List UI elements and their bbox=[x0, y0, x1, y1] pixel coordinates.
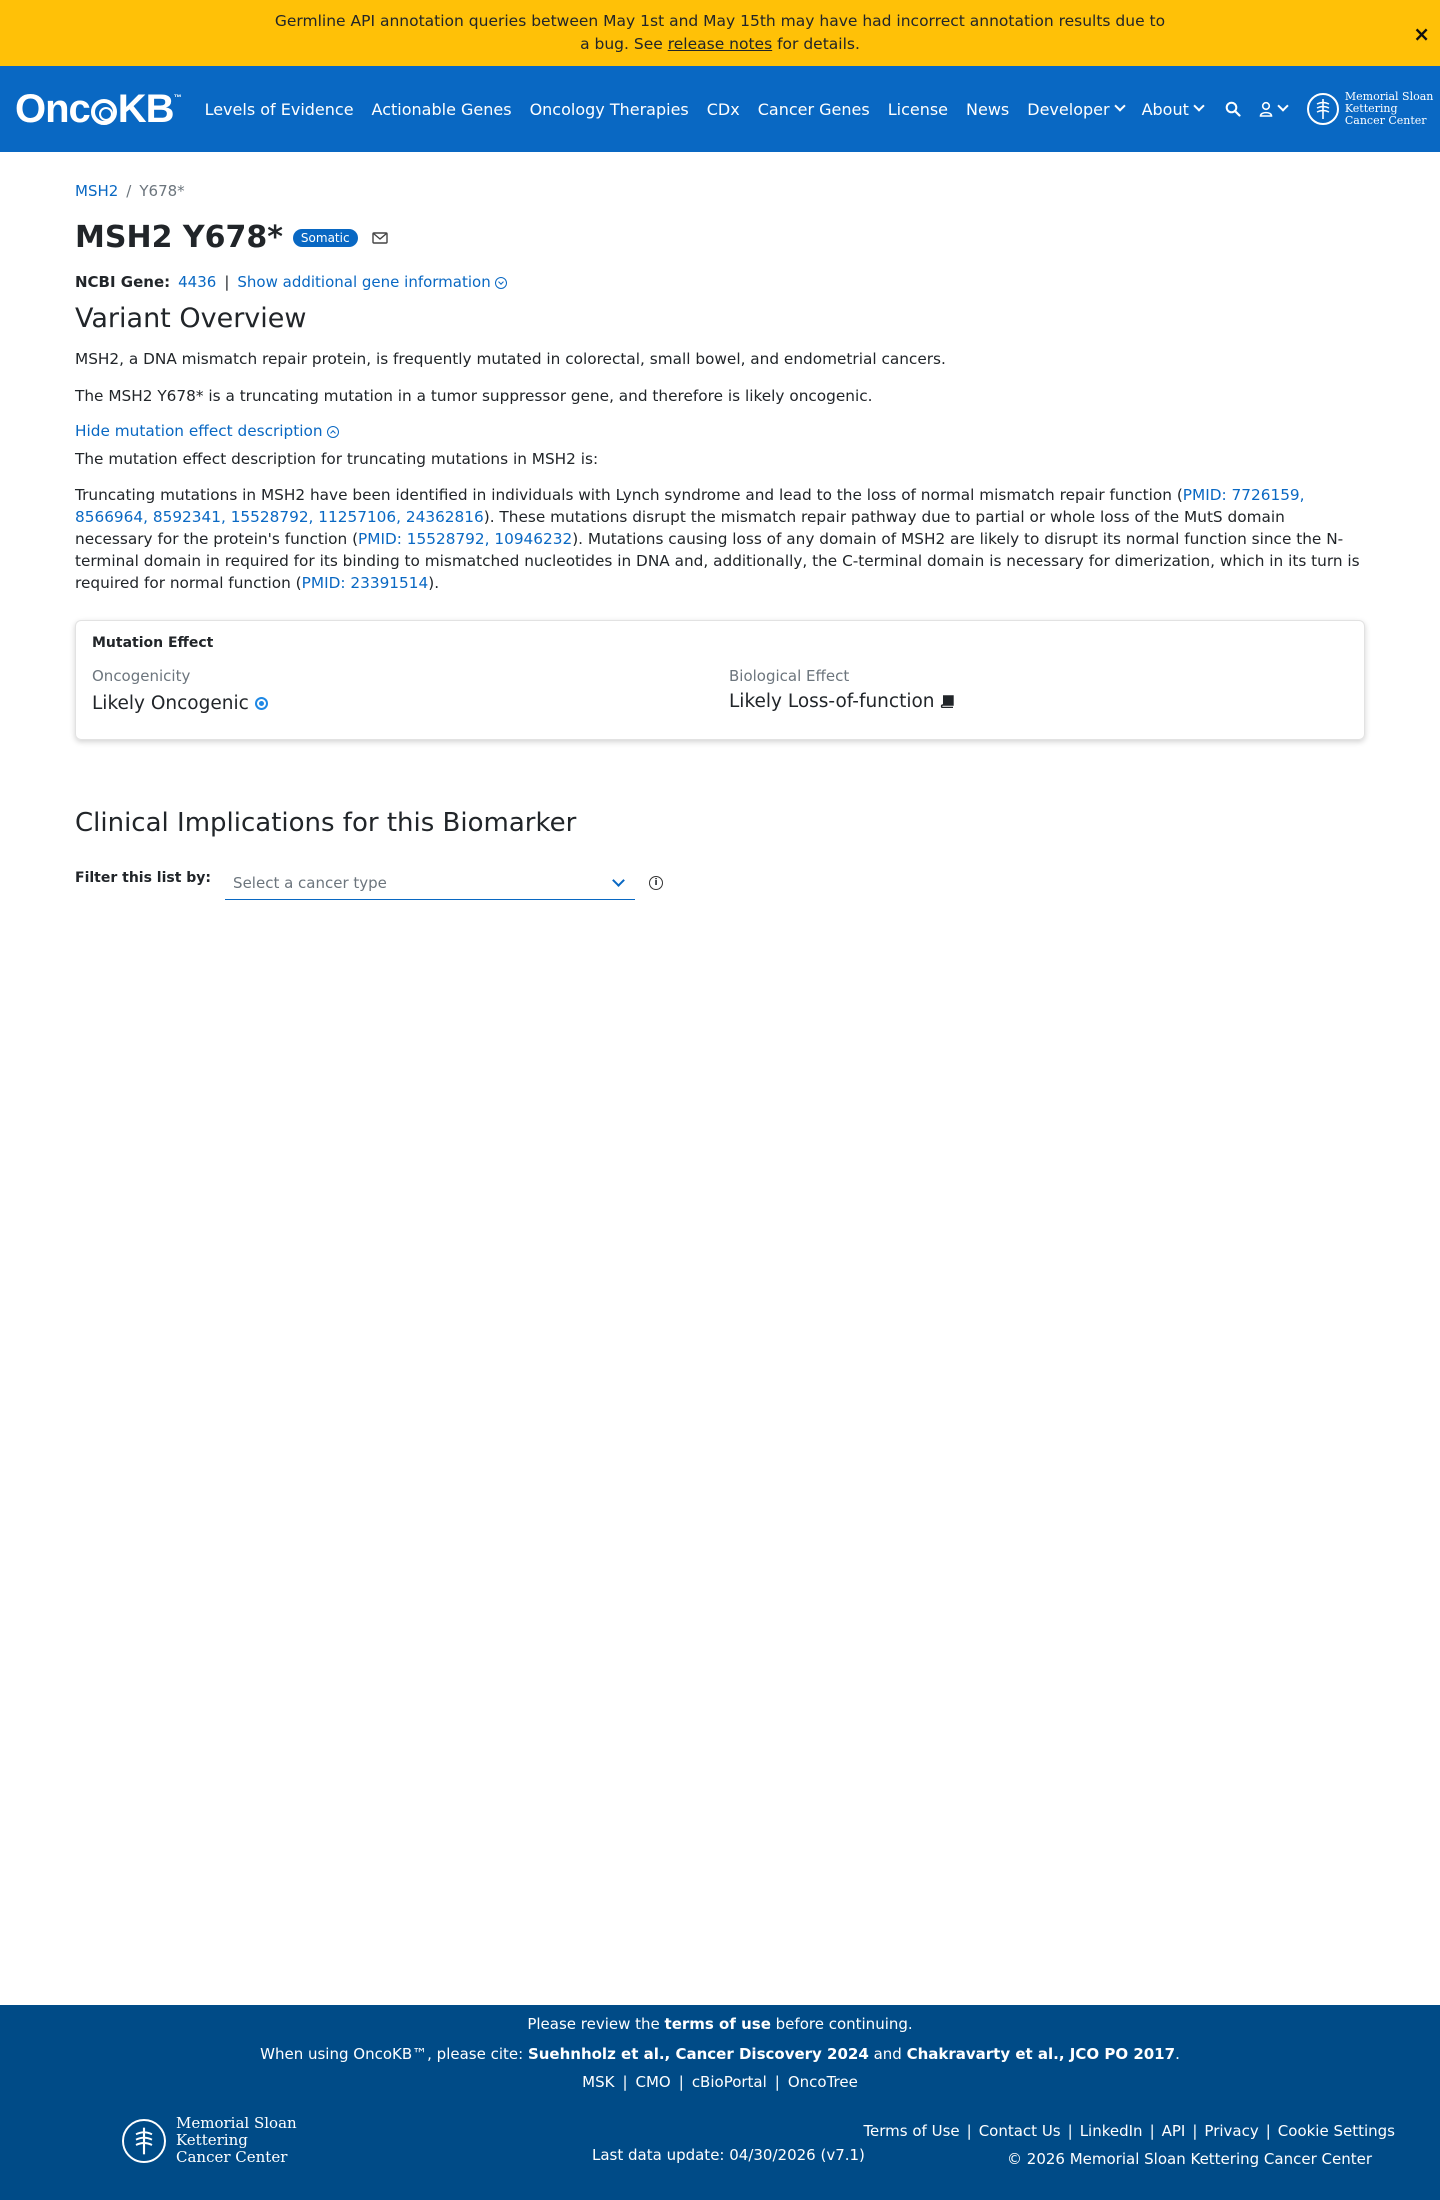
somatic-badge: Somatic bbox=[293, 229, 358, 247]
msk-name: Memorial Sloan Kettering Cancer Center bbox=[176, 2114, 297, 2166]
breadcrumb-current: Y678* bbox=[139, 182, 185, 200]
nav-cdx[interactable]: CDx bbox=[706, 99, 740, 119]
msk-emblem-icon bbox=[1307, 93, 1339, 125]
mutation-effect-card bbox=[75, 620, 1365, 740]
nav-cancer-genes[interactable]: Cancer Genes bbox=[757, 99, 870, 119]
terms-of-use-link[interactable]: terms of use bbox=[664, 2015, 771, 2033]
mail-icon[interactable] bbox=[372, 232, 388, 244]
logo-target-icon bbox=[91, 99, 117, 125]
msk-logo[interactable] bbox=[1307, 91, 1440, 127]
last-data-update: Last data update: 04/30/2026 (v7.1) bbox=[592, 2146, 865, 2164]
chevron-down-icon bbox=[1114, 100, 1125, 111]
footer-msk-logo[interactable] bbox=[122, 2115, 366, 2166]
circle-chevron-down-icon bbox=[495, 277, 507, 289]
biological-effect-value: Likely Loss-of-function bbox=[729, 691, 935, 712]
footer-link-oncotree[interactable]: OncoTree bbox=[787, 2073, 858, 2091]
footer-link-msk[interactable]: MSK bbox=[582, 2073, 615, 2091]
nav-actionable-genes[interactable]: Actionable Genes bbox=[371, 99, 512, 119]
cancer-type-select[interactable]: Select a cancer type bbox=[225, 866, 635, 900]
release-notes-link[interactable]: release notes bbox=[667, 35, 773, 53]
info-icon[interactable]: i bbox=[649, 876, 663, 890]
footer-partner-links: MSK | CMO | cBioPortal | OncoTree bbox=[0, 2073, 1440, 2091]
footer-link-contact[interactable]: Contact Us bbox=[978, 2122, 1061, 2140]
msk-name: Memorial Sloan Kettering Cancer Center bbox=[1344, 90, 1434, 127]
filter-label: Filter this list by: bbox=[75, 870, 212, 886]
footer-link-api[interactable]: API bbox=[1161, 2122, 1186, 2140]
ncbi-gene-link[interactable]: 4436 bbox=[178, 273, 217, 291]
oncokb-logo[interactable]: Onc KB ™ bbox=[15, 86, 181, 131]
breadcrumb-gene-link[interactable]: MSH2 bbox=[75, 182, 119, 200]
nav-license[interactable]: License bbox=[887, 99, 949, 119]
page-title: MSH2 Y678* bbox=[75, 220, 283, 255]
pmid-link[interactable]: PMID: 15528792, 10946232 bbox=[358, 530, 573, 548]
likely-oncogenic-icon[interactable] bbox=[255, 697, 268, 710]
chevron-down-icon bbox=[1277, 100, 1288, 111]
pmid-link[interactable]: PMID: 7726159, 8566964, 8592341, 15528792, 11257106, 24362816 bbox=[75, 486, 1305, 526]
terms-notice: Please review the terms of use before continuing. bbox=[527, 2015, 913, 2033]
top-navbar bbox=[0, 66, 1440, 152]
gene-summary: MSH2, a DNA mismatch repair protein, is frequently mutated in colorectal, small bowel, and endometrial cancers. bbox=[75, 350, 946, 368]
oncogenicity-label: Oncogenicity bbox=[92, 667, 191, 685]
nav-news[interactable]: News bbox=[966, 99, 1010, 119]
copyright: © 2026 Memorial Sloan Kettering Cancer Center bbox=[1007, 2150, 1372, 2168]
variant-overview-heading: Variant Overview bbox=[75, 303, 307, 334]
footer-legal-links: Terms of Use | Contact Us | LinkedIn | API | Privacy | Cookie Settings bbox=[856, 2122, 1402, 2140]
footer-link-linkedin[interactable]: LinkedIn bbox=[1079, 2122, 1143, 2140]
book-icon[interactable] bbox=[940, 695, 954, 708]
clinical-implications-heading: Clinical Implications for this Biomarker bbox=[75, 808, 577, 838]
nav-levels-of-evidence[interactable]: Levels of Evidence bbox=[204, 99, 354, 119]
footer-link-cmo[interactable]: CMO bbox=[635, 2073, 671, 2091]
banner-message: Germline API annotation queries between May 1st and May 15th may have had incorrect annotation results due to a bug. See release notes for details. bbox=[274, 12, 1166, 53]
biological-effect-label: Biological Effect bbox=[729, 667, 850, 685]
mutation-effect-title: Mutation Effect bbox=[92, 635, 214, 651]
hide-mutation-effect-link[interactable]: Hide mutation effect description bbox=[75, 422, 1365, 440]
mutation-effect-intro: The mutation effect description for truncating mutations in MSH2 is: bbox=[75, 450, 599, 468]
nav-about-dropdown[interactable]: About bbox=[1142, 100, 1203, 119]
filter-row bbox=[75, 866, 1365, 900]
user-account-dropdown[interactable] bbox=[1259, 101, 1287, 117]
msk-emblem-icon bbox=[122, 2119, 166, 2163]
nav-developer-dropdown[interactable]: Developer bbox=[1027, 100, 1123, 119]
show-gene-info-link[interactable]: Show additional gene information bbox=[237, 273, 506, 291]
citation-notice: When using OncoKB™, please cite: Suehnholz et al., Cancer Discovery 2024 and Chakravarty et al., JCO PO 2017. bbox=[260, 2045, 1180, 2063]
footer-link-cookie-settings[interactable]: Cookie Settings bbox=[1277, 2122, 1395, 2140]
variant-summary: The MSH2 Y678* is a truncating mutation in a tumor suppressor gene, and therefore is likely oncogenic. bbox=[75, 387, 873, 405]
breadcrumb: MSH2 / Y678* bbox=[75, 182, 185, 200]
nav-oncology-therapies[interactable]: Oncology Therapies bbox=[529, 99, 689, 119]
banner-close-button[interactable]: × bbox=[1413, 22, 1430, 46]
pmid-link[interactable]: PMID: 23391514 bbox=[301, 574, 429, 592]
announcement-banner bbox=[0, 0, 1440, 66]
footer-link-cbioportal[interactable]: cBioPortal bbox=[691, 2073, 767, 2091]
search-icon[interactable] bbox=[1225, 101, 1241, 117]
gene-info-row: NCBI Gene: 4436 | Show additional gene information bbox=[75, 273, 1365, 291]
oncogenicity-value: Likely Oncogenic bbox=[92, 693, 249, 714]
user-icon bbox=[1259, 101, 1273, 117]
footer-link-terms[interactable]: Terms of Use bbox=[863, 2122, 960, 2140]
main-content bbox=[75, 152, 1365, 900]
mutation-effect-description: Truncating mutations in MSH2 have been identified in individuals with Lynch syndrome and lead to the loss of normal mismatch repair function (PMID: 7726159, 8566964, 8592341, 15528792, 11257106, 24362816). These mutations disrupt the mismatch repair pathway due to partial or whole loss of the MutS domain necessary for the protein's function (PMID: 15528792, 10946232). Mutations causing loss of any domain of MSH2 are likely to disrupt its normal function since the N-terminal domain in required for its binding to mismatched nucleotides in DNA and, additionally, the C-terminal domain is necessary for dimerization, which in its turn is required for normal function (PMID: 23391514). bbox=[75, 486, 1360, 592]
footer bbox=[0, 2005, 1440, 2200]
circle-chevron-up-icon bbox=[327, 426, 339, 438]
chevron-down-icon bbox=[1193, 100, 1204, 111]
footer-link-privacy[interactable]: Privacy bbox=[1204, 2122, 1259, 2140]
chevron-down-icon bbox=[612, 874, 625, 887]
